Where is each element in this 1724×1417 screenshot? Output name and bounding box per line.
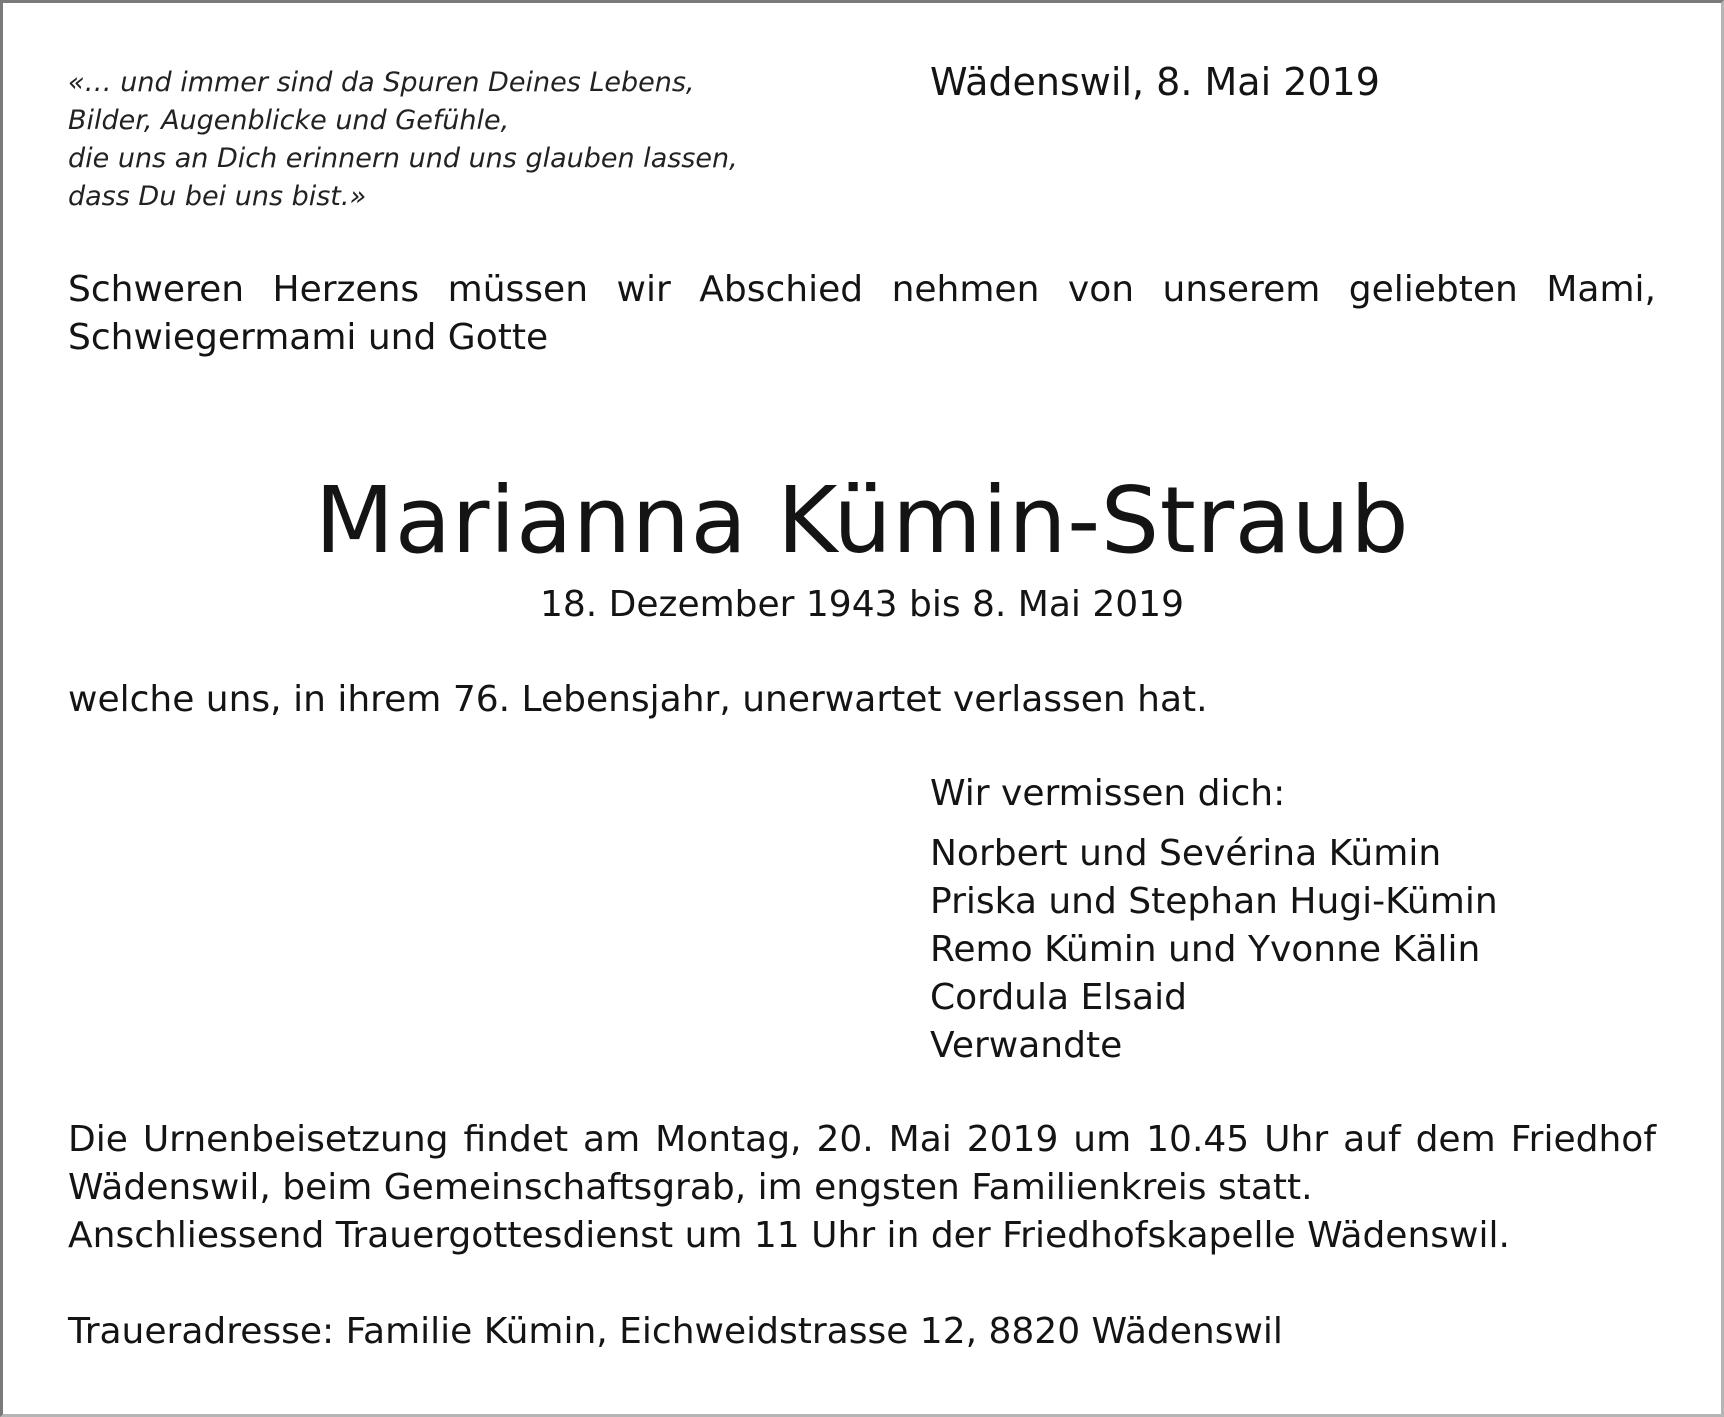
intro-line: Schweren Herzens müssen wir Abschied nehmen von unserem geliebten Mami, (68, 269, 1656, 310)
quote-line: «… und immer sind da Spuren Deines Lebens, (68, 67, 695, 98)
intro-text (68, 266, 1656, 362)
place-date: Wädenswil, 8. Mai 2019 (930, 60, 1380, 104)
mourner-name: Norbert und Sevérina Kümin (930, 833, 1442, 874)
quote-line: dass Du bei uns bist.» (68, 181, 367, 212)
quote-line: Bilder, Augenblicke und Gefühle, (68, 105, 510, 136)
ceremony-info (68, 1116, 1656, 1260)
deceased-name: Marianna Kümin-Straub (314, 467, 1410, 574)
ceremony-line: Die Urnenbeisetzung findet am Montag, 20. Mai 2019 um 10.45 Uhr auf dem Friedhof (68, 1119, 1656, 1160)
mourner-name: Priska und Stephan Hugi-Kümin (930, 881, 1498, 922)
quote-line: die uns an Dich erinnern und uns glauben lassen, (68, 143, 738, 174)
memorial-quote (68, 64, 848, 216)
ceremony-line: Anschliessend Trauergottesdienst um 11 Uhr in der Friedhofskapelle Wädenswil. (68, 1215, 1510, 1256)
mourner-name: Cordula Elsaid (930, 977, 1187, 1018)
mourner-name: Verwandte (930, 1025, 1123, 1066)
life-dates: 18. Dezember 1943 bis 8. Mai 2019 (539, 584, 1184, 625)
mourners-heading: Wir vermissen dich: (930, 773, 1286, 814)
departed-text: welche uns, in ihrem 76. Lebensjahr, unerwartet verlassen hat. (68, 679, 1208, 720)
mourner-name: Remo Kümin und Yvonne Kälin (930, 929, 1481, 970)
mourners-block (930, 770, 1498, 1070)
mourning-address: Traueradresse: Familie Kümin, Eichweidstrasse 12, 8820 Wädenswil (68, 1311, 1283, 1352)
intro-line: Schwiegermami und Gotte (68, 317, 549, 358)
ceremony-line: Wädenswil, beim Gemeinschaftsgrab, im engsten Familienkreis statt. (68, 1167, 1313, 1208)
